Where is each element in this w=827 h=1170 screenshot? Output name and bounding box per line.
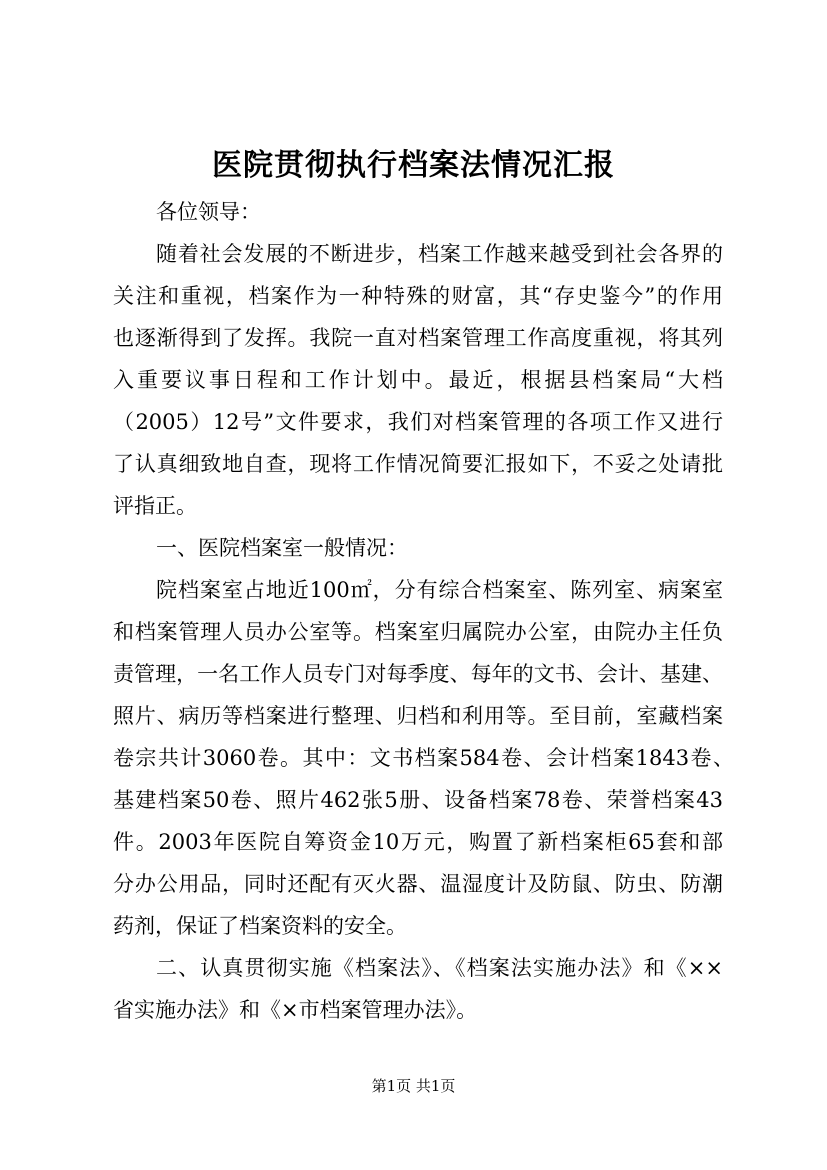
paragraph-line: 卷宗共计3060卷。其中：文书档案584卷、会计档案1843卷、 bbox=[113, 746, 734, 770]
paragraph-line: 随着社会发展的不断进步，档案工作越来越受到社会各界的 bbox=[156, 242, 723, 266]
salutation: 各位领导： bbox=[156, 200, 261, 224]
paragraph-line: （2005）12号”文件要求，我们对档案管理的各项工作又进行 bbox=[113, 410, 723, 434]
paragraph-line: 院档案室占地近100㎡，分有综合档案室、陈列室、病案室 bbox=[156, 578, 723, 602]
paragraph-line: 件。2003年医院自筹资金10万元，购置了新档案柜65套和部 bbox=[113, 830, 723, 854]
paragraph-line: 省实施办法》和《×市档案管理办法》。 bbox=[113, 998, 478, 1022]
paragraph-line: 分办公用品，同时还配有灭火器、温湿度计及防鼠、防虫、防潮 bbox=[113, 872, 723, 896]
paragraph-line: 和档案管理人员办公室等。档案室归属院办公室，由院办主任负 bbox=[113, 620, 723, 644]
paragraph-line: 入重要议事日程和工作计划中。最近，根据县档案局“大档 bbox=[113, 368, 723, 392]
paragraph-line: 也逐渐得到了发挥。我院一直对档案管理工作高度重视，将其列 bbox=[113, 326, 723, 350]
paragraph-line: 责管理，一名工作人员专门对每季度、每年的文书、会计、基建、 bbox=[113, 662, 723, 686]
paragraph-line: 了认真细致地自查，现将工作情况简要汇报如下，不妥之处请批 bbox=[113, 452, 723, 476]
section-heading: 一、医院档案室一般情况： bbox=[156, 536, 408, 560]
page-footer: 第1页 共1页 bbox=[371, 1077, 456, 1095]
paragraph-line: 关注和重视，档案作为一种特殊的财富，其“存史鉴今”的作用 bbox=[113, 284, 723, 308]
paragraph-line: 照片、病历等档案进行整理、归档和利用等。至目前，室藏档案 bbox=[113, 704, 723, 728]
paragraph-line: 药剂，保证了档案资料的安全。 bbox=[113, 914, 407, 938]
document-title: 医院贯彻执行档案法情况汇报 bbox=[212, 148, 615, 183]
paragraph-line: 评指正。 bbox=[113, 494, 197, 518]
paragraph-line: 基建档案50卷、照片462张5册、设备档案78卷、荣誉档案43 bbox=[113, 788, 723, 812]
section-heading: 二、认真贯彻实施《档案法》、《档案法实施办法》和《×× bbox=[156, 956, 723, 980]
